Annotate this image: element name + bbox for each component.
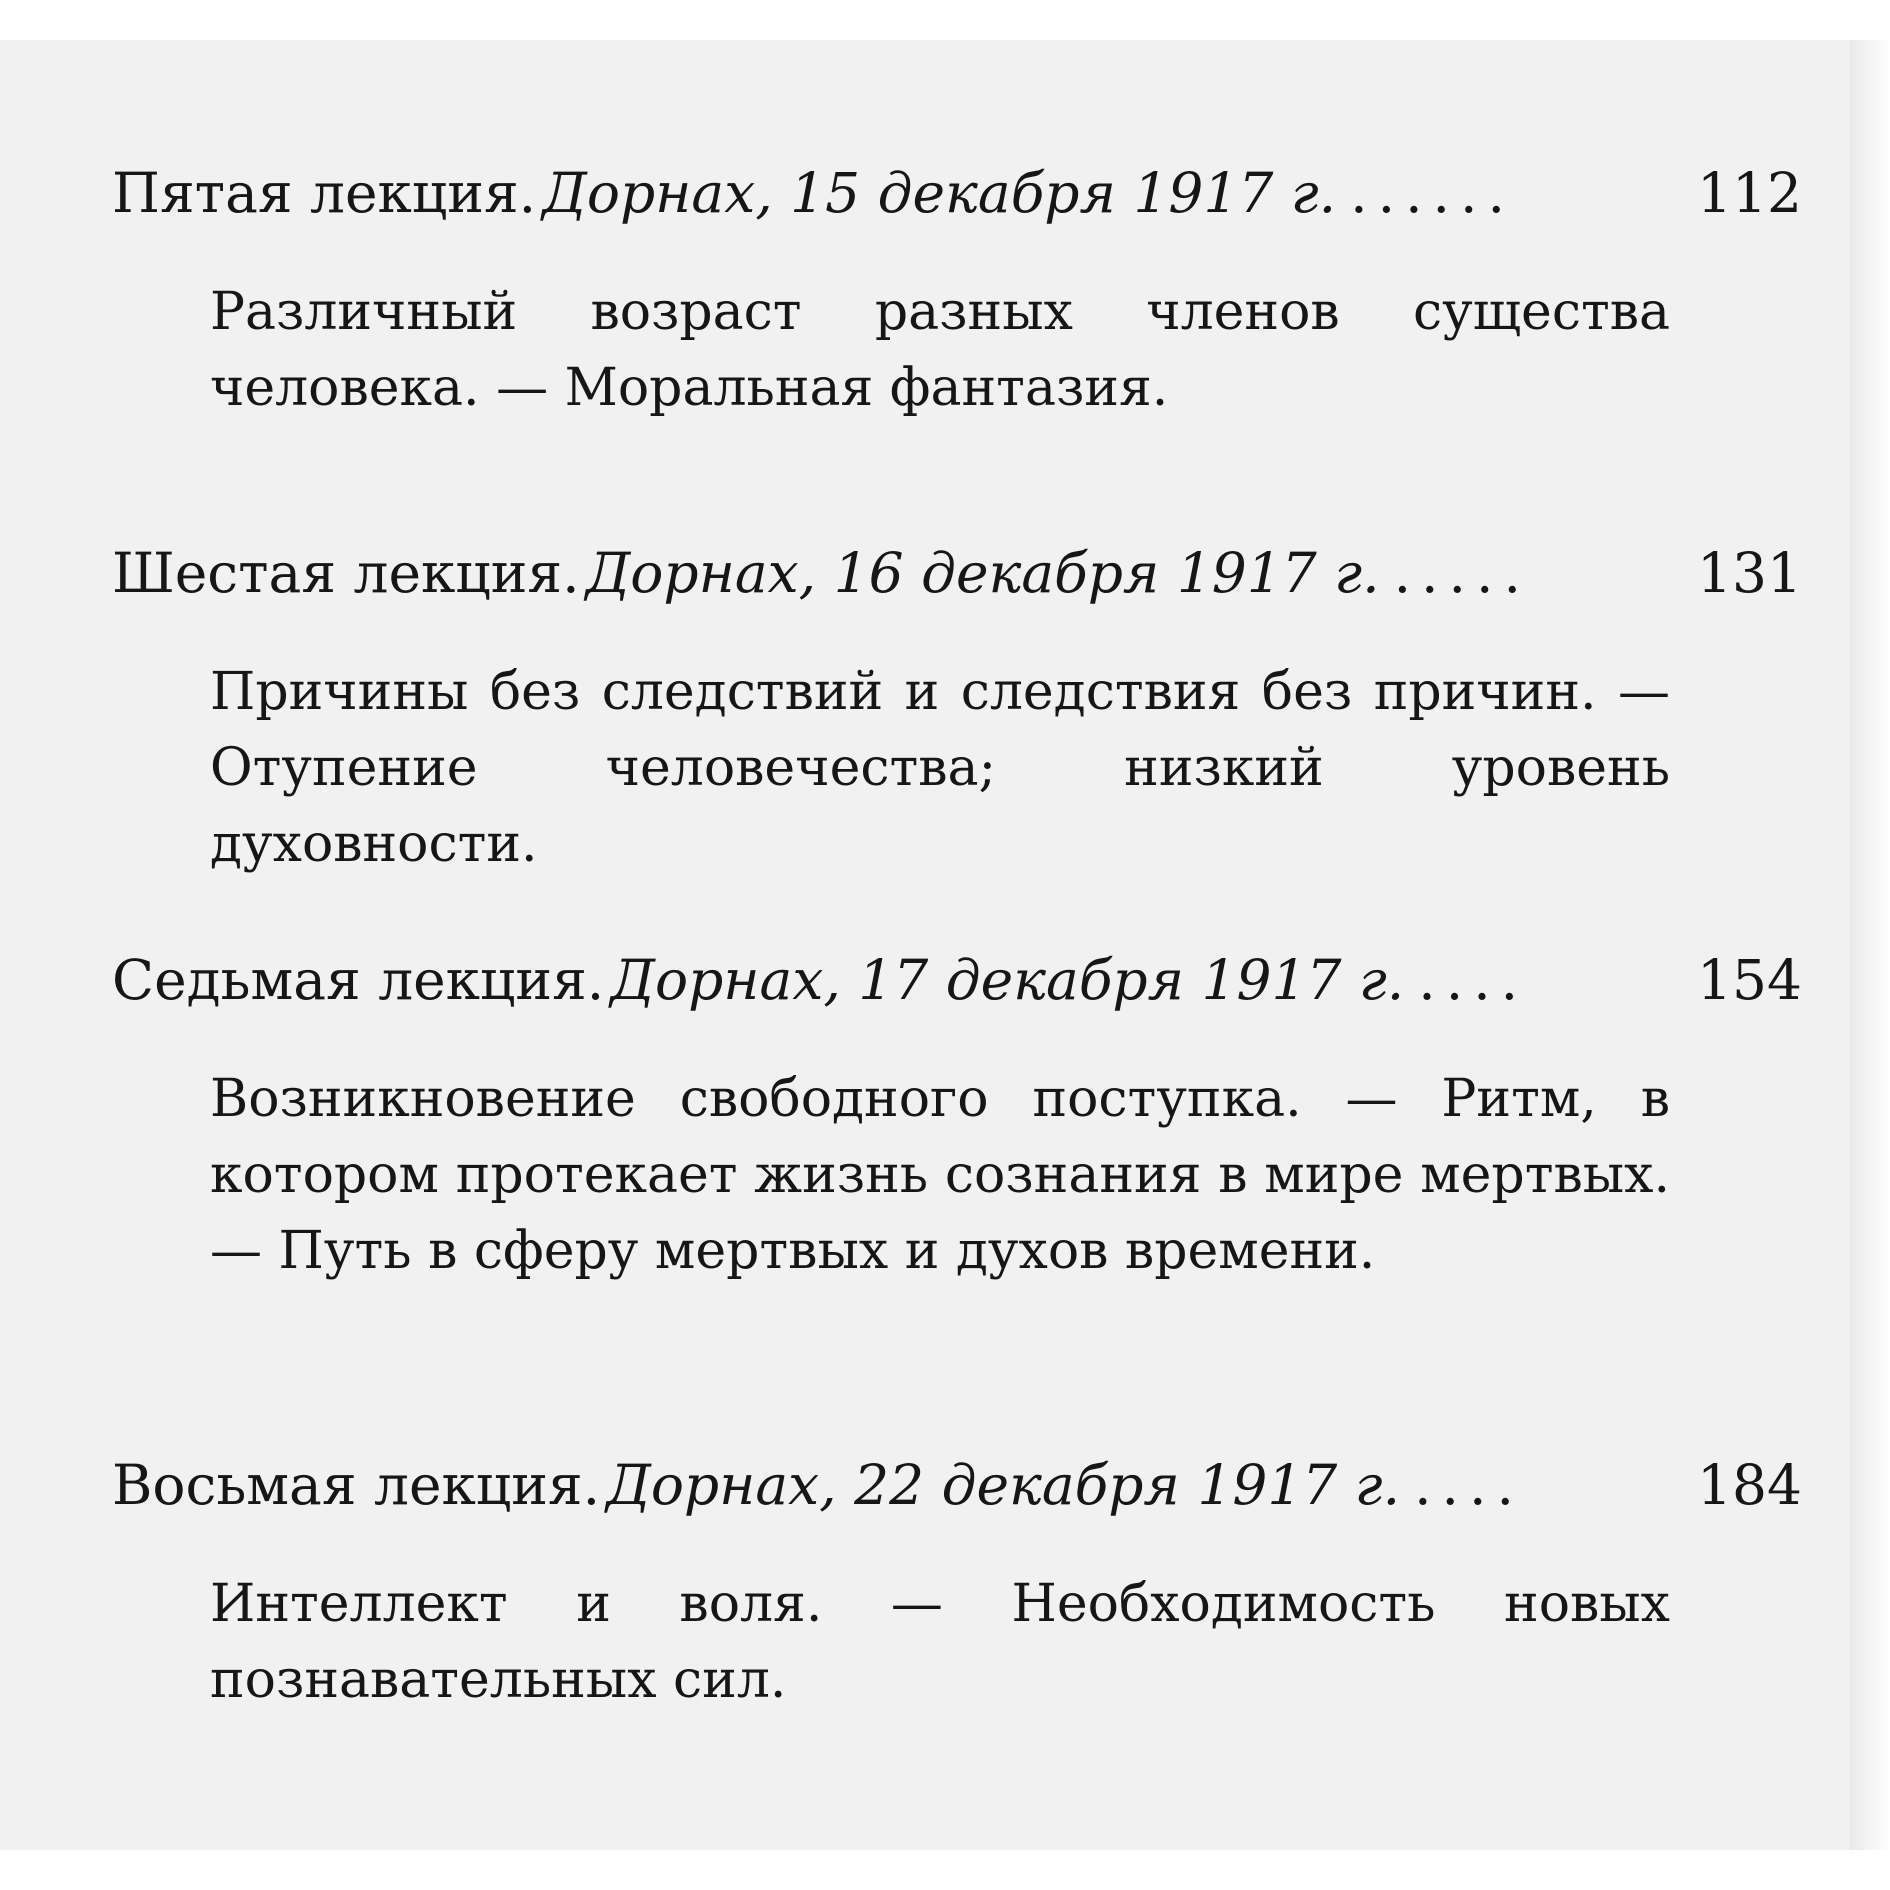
dot-leader: ...... [1350, 161, 1516, 225]
toc-entry-heading [112, 935, 1802, 1025]
toc-entry-heading [112, 1440, 1802, 1530]
toc-entry [112, 528, 1802, 882]
toc-entry [112, 148, 1802, 426]
lecture-title: Седьмая лекция. [112, 948, 605, 1012]
page-number: 154 [1697, 948, 1802, 1012]
page-number: 131 [1697, 541, 1802, 605]
page-number: 184 [1697, 1453, 1802, 1517]
toc-entry [112, 1440, 1802, 1718]
lecture-summary: Интеллект и воля. — Необходимость новых познавательных сил. [210, 1574, 1670, 1710]
dot-leader: ..... [1393, 541, 1531, 605]
toc-entry [112, 935, 1802, 1289]
lecture-place-date: Дорнах, 16 декабря 1917 г. [585, 541, 1380, 605]
lecture-title: Восьмая лекция. [112, 1453, 601, 1517]
page-edge-shadow [1850, 40, 1890, 1850]
lecture-summary: Различный возраст разных членов существа человека. — Моральная фантазия. [210, 282, 1670, 418]
toc-entry-heading [112, 148, 1802, 238]
lecture-place-date: Дорнах, 15 декабря 1917 г. [542, 161, 1337, 225]
lecture-place-date: Дорнах, 17 декабря 1917 г. [610, 948, 1405, 1012]
lecture-title: Пятая лекция. [112, 161, 537, 225]
lecture-place-date: Дорнах, 22 декабря 1917 г. [606, 1453, 1401, 1517]
dot-leader: .... [1418, 948, 1529, 1012]
lecture-title: Шестая лекция. [112, 541, 580, 605]
lecture-summary: Причины без следствий и следствия без причин. — Отупение человечества; низкий уровень духовности. [210, 662, 1670, 874]
page-number: 112 [1697, 161, 1802, 225]
lecture-summary: Возникновение свободного поступка. — Ритм, в котором протекает жизнь сознания в мире мертвых. — Путь в сферу мертвых и духов времени. [210, 1069, 1670, 1281]
toc-entry-heading [112, 528, 1802, 618]
dot-leader: .... [1414, 1453, 1525, 1517]
